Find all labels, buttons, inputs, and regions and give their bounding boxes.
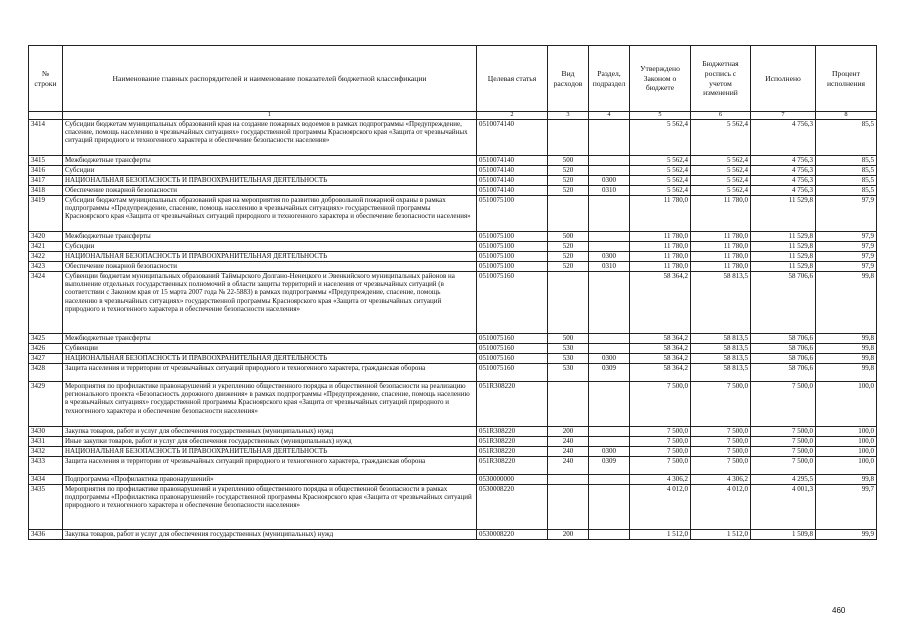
row-number: 3414 <box>29 119 63 155</box>
table-row <box>29 185 877 195</box>
row-name: НАЦИОНАЛЬНАЯ БЕЗОПАСНОСТЬ И ПРАВООХРАНИТЕЛЬНАЯ ДЕЯТЕЛЬНОСТЬ <box>63 175 477 185</box>
table-row <box>29 343 877 353</box>
row-percent: 85,5 <box>816 185 877 195</box>
row-expense-type: 520 <box>548 185 589 195</box>
row-approved: 1 512,0 <box>630 529 691 539</box>
row-target-code: 0510074140 <box>477 175 548 185</box>
row-executed: 4 756,3 <box>751 175 816 185</box>
row-expense-type: 520 <box>548 251 589 261</box>
row-budget-list: 5 562,4 <box>691 155 751 165</box>
row-percent: 99,8 <box>816 333 877 343</box>
row-budget-list: 11 780,0 <box>691 231 751 241</box>
row-section <box>589 119 630 155</box>
row-number: 3421 <box>29 241 63 251</box>
row-number: 3417 <box>29 175 63 185</box>
row-number: 3416 <box>29 165 63 175</box>
row-number: 3428 <box>29 363 63 381</box>
column-number: 4 <box>589 112 630 120</box>
row-target-code: 051R308220 <box>477 436 548 446</box>
row-expense-type <box>548 195 589 231</box>
row-section: 0309 <box>589 363 630 381</box>
row-executed: 4 756,3 <box>751 155 816 165</box>
row-budget-list: 5 562,4 <box>691 165 751 175</box>
row-budget-list: 7 500,0 <box>691 426 751 436</box>
row-approved: 5 562,4 <box>630 165 691 175</box>
row-executed: 4 756,3 <box>751 165 816 175</box>
table-row <box>29 261 877 271</box>
row-budget-list: 11 780,0 <box>691 195 751 231</box>
row-target-code: 0510074140 <box>477 185 548 195</box>
row-name: Субсидии бюджетам муниципальных образований края на создание пожарных водоемов в рамках подпрограммы «Предупреждение, спасение, помощь населению в чрезвычайных ситуациях» государственной программы Красноярского края «Защита от чрезвычайных ситуаций природного и техногенного характера и обеспечение безопасности населения» <box>63 119 477 155</box>
row-number: 3433 <box>29 456 63 474</box>
row-budget-list: 7 500,0 <box>691 446 751 456</box>
header-budget-list: Бюджетная роспись с учетом изменений <box>691 46 751 112</box>
row-name: Обеспечение пожарной безопасности <box>63 185 477 195</box>
row-target-code: 0510075160 <box>477 353 548 363</box>
row-number: 3427 <box>29 353 63 363</box>
table-row <box>29 529 877 539</box>
row-section <box>589 381 630 426</box>
row-percent: 97,9 <box>816 241 877 251</box>
row-expense-type: 530 <box>548 343 589 353</box>
row-expense-type: 500 <box>548 231 589 241</box>
row-percent: 99,9 <box>816 529 877 539</box>
row-target-code: 051R308220 <box>477 426 548 436</box>
row-executed: 58 706,6 <box>751 333 816 343</box>
row-budget-list: 4 306,2 <box>691 474 751 484</box>
row-approved: 58 364,2 <box>630 271 691 333</box>
row-executed: 58 706,6 <box>751 271 816 333</box>
row-name: Мероприятия по профилактике правонарушений и укреплению общественного порядка и общественной безопасности на реализацию регионального проекта «Безопасность дорожного движения» в рамках подпрограммы «Предупреждение, спасение, помощь населению в чрезвычайных ситуациях» государственной программы Красноярского края «Защита от чрезвычайных ситуаций природного и техногенного характера и обеспечение безопасности населения» <box>63 381 477 426</box>
row-target-code: 051R308220 <box>477 446 548 456</box>
row-percent: 97,9 <box>816 195 877 231</box>
row-number: 3434 <box>29 474 63 484</box>
page-number: 460 <box>832 606 846 615</box>
row-percent: 100,0 <box>816 456 877 474</box>
row-percent: 97,9 <box>816 251 877 261</box>
row-section: 0300 <box>589 353 630 363</box>
row-target-code: 0510075160 <box>477 271 548 333</box>
row-percent: 100,0 <box>816 436 877 446</box>
row-approved: 7 500,0 <box>630 381 691 426</box>
row-percent: 97,9 <box>816 261 877 271</box>
table-row <box>29 175 877 185</box>
row-expense-type: 530 <box>548 363 589 381</box>
row-name: Закупка товаров, работ и услуг для обеспечения государственных (муниципальных) нужд <box>63 529 477 539</box>
header-approved: Утверждено Законом о бюджете <box>630 46 691 112</box>
row-number: 3432 <box>29 446 63 456</box>
row-number: 3425 <box>29 333 63 343</box>
row-target-code: 0510075160 <box>477 333 548 343</box>
row-expense-type: 520 <box>548 165 589 175</box>
row-executed: 7 500,0 <box>751 456 816 474</box>
row-approved: 7 500,0 <box>630 446 691 456</box>
row-expense-type <box>548 119 589 155</box>
row-expense-type <box>548 271 589 333</box>
table-row <box>29 446 877 456</box>
row-name: Субвенции бюджетам муниципальных образований Таймырского Долгано-Ненецкого и Эвенкийского муниципальных районов на выполнение отдельных государственных полномочий в области защиты территорий и населения от чрезвычайных ситуаций (в соответствии с Законом края от 15 марта 2007 года № 22-5883) в рамках подпрограммы «Предупреждение, спасение, помощь населению в чрезвычайных ситуациях» государственной программы Красноярского края «Защита от чрезвычайных ситуаций природного и техногенного характера и обеспечение безопасности населения» <box>63 271 477 333</box>
row-name: Межбюджетные трансферты <box>63 155 477 165</box>
table-row <box>29 241 877 251</box>
row-budget-list: 58 813,5 <box>691 333 751 343</box>
row-executed: 4 295,5 <box>751 474 816 484</box>
row-executed: 11 529,8 <box>751 231 816 241</box>
row-expense-type: 530 <box>548 353 589 363</box>
row-number: 3423 <box>29 261 63 271</box>
row-target-code: 0510075100 <box>477 195 548 231</box>
row-target-code: 0510075100 <box>477 241 548 251</box>
row-percent: 99,8 <box>816 474 877 484</box>
header-target: Целевая статья <box>477 46 548 112</box>
row-name: Субсидии <box>63 241 477 251</box>
row-executed: 7 500,0 <box>751 436 816 446</box>
row-section: 0310 <box>589 185 630 195</box>
column-number-row <box>29 112 877 120</box>
row-section <box>589 195 630 231</box>
row-approved: 11 780,0 <box>630 261 691 271</box>
row-name: Субвенции <box>63 343 477 353</box>
row-target-code: 0510075160 <box>477 363 548 381</box>
row-name: Подпрограмма «Профилактика правонарушений» <box>63 474 477 484</box>
row-percent: 99,7 <box>816 484 877 529</box>
column-number <box>29 112 63 120</box>
row-target-code: 0510075160 <box>477 343 548 353</box>
row-target-code: 0510074140 <box>477 155 548 165</box>
row-target-code: 051R308220 <box>477 456 548 474</box>
row-approved: 58 364,2 <box>630 363 691 381</box>
row-name: Обеспечение пожарной безопасности <box>63 261 477 271</box>
row-executed: 11 529,8 <box>751 195 816 231</box>
row-percent: 100,0 <box>816 446 877 456</box>
row-budget-list: 5 562,4 <box>691 119 751 155</box>
row-target-code: 0510074140 <box>477 119 548 155</box>
row-approved: 5 562,4 <box>630 175 691 185</box>
row-target-code: 0530008220 <box>477 484 548 529</box>
row-number: 3430 <box>29 426 63 436</box>
row-section <box>589 426 630 436</box>
row-section <box>589 241 630 251</box>
table-row <box>29 353 877 363</box>
row-percent: 85,5 <box>816 165 877 175</box>
budget-table <box>28 45 877 540</box>
row-executed: 7 500,0 <box>751 446 816 456</box>
row-approved: 4 306,2 <box>630 474 691 484</box>
row-section <box>589 231 630 241</box>
row-section <box>589 484 630 529</box>
table-row <box>29 271 877 333</box>
row-executed: 58 706,6 <box>751 343 816 353</box>
row-section: 0300 <box>589 446 630 456</box>
row-target-code: 0530000000 <box>477 474 548 484</box>
budget-sheet <box>28 45 876 540</box>
row-percent: 97,9 <box>816 231 877 241</box>
row-budget-list: 7 500,0 <box>691 381 751 426</box>
row-percent: 85,5 <box>816 175 877 185</box>
row-section <box>589 271 630 333</box>
row-approved: 11 780,0 <box>630 251 691 261</box>
row-name: НАЦИОНАЛЬНАЯ БЕЗОПАСНОСТЬ И ПРАВООХРАНИТЕЛЬНАЯ ДЕЯТЕЛЬНОСТЬ <box>63 353 477 363</box>
row-section: 0309 <box>589 456 630 474</box>
row-approved: 7 500,0 <box>630 436 691 446</box>
row-expense-type: 520 <box>548 261 589 271</box>
row-expense-type: 240 <box>548 456 589 474</box>
row-number: 3426 <box>29 343 63 353</box>
header-executed: Исполнено <box>751 46 816 112</box>
column-number: 7 <box>751 112 816 120</box>
row-name: Защита населения и территории от чрезвычайных ситуаций природного и техногенного характера, гражданская оборона <box>63 363 477 381</box>
header-name: Наименование главных распорядителей и наименование показателей бюджетной классификации <box>63 46 477 112</box>
row-section <box>589 155 630 165</box>
row-section <box>589 343 630 353</box>
row-section <box>589 333 630 343</box>
row-section <box>589 165 630 175</box>
row-executed: 11 529,8 <box>751 261 816 271</box>
row-expense-type: 500 <box>548 333 589 343</box>
row-executed: 4 756,3 <box>751 119 816 155</box>
row-number: 3436 <box>29 529 63 539</box>
row-approved: 5 562,4 <box>630 185 691 195</box>
row-name: НАЦИОНАЛЬНАЯ БЕЗОПАСНОСТЬ И ПРАВООХРАНИТЕЛЬНАЯ ДЕЯТЕЛЬНОСТЬ <box>63 446 477 456</box>
row-percent: 100,0 <box>816 426 877 436</box>
table-row <box>29 426 877 436</box>
table-row <box>29 119 877 155</box>
table-row <box>29 155 877 165</box>
row-section <box>589 529 630 539</box>
table-row <box>29 456 877 474</box>
row-expense-type: 520 <box>548 241 589 251</box>
column-number: 5 <box>630 112 691 120</box>
row-approved: 4 012,0 <box>630 484 691 529</box>
row-budget-list: 11 780,0 <box>691 261 751 271</box>
row-executed: 4 001,3 <box>751 484 816 529</box>
column-number: 8 <box>816 112 877 120</box>
row-budget-list: 58 813,5 <box>691 353 751 363</box>
table-row <box>29 484 877 529</box>
row-expense-type: 240 <box>548 446 589 456</box>
row-name: Субсидии бюджетам муниципальных образований края на мероприятия по развитию добровольной пожарной охраны в рамках подпрограммы «Предупреждение, спасение, помощь населению в чрезвычайных ситуациях» государственной программы Красноярского края «Защита от чрезвычайных ситуаций природного и техногенного характера и обеспечение безопасности населения» <box>63 195 477 231</box>
row-approved: 58 364,2 <box>630 343 691 353</box>
row-budget-list: 1 512,0 <box>691 529 751 539</box>
row-budget-list: 58 813,5 <box>691 343 751 353</box>
row-budget-list: 7 500,0 <box>691 456 751 474</box>
row-percent: 85,5 <box>816 155 877 165</box>
row-name: Субсидии <box>63 165 477 175</box>
table-row <box>29 436 877 446</box>
row-budget-list: 7 500,0 <box>691 436 751 446</box>
row-expense-type: 500 <box>548 155 589 165</box>
row-section <box>589 436 630 446</box>
row-approved: 5 562,4 <box>630 155 691 165</box>
row-budget-list: 5 562,4 <box>691 185 751 195</box>
row-expense-type: 200 <box>548 426 589 436</box>
row-section: 0310 <box>589 261 630 271</box>
row-number: 3418 <box>29 185 63 195</box>
row-number: 3424 <box>29 271 63 333</box>
table-row <box>29 333 877 343</box>
header-expense-type: Вид расходов <box>548 46 589 112</box>
row-name: Межбюджетные трансферты <box>63 333 477 343</box>
row-section: 0300 <box>589 251 630 261</box>
row-budget-list: 58 813,5 <box>691 271 751 333</box>
table-body <box>29 119 877 539</box>
row-budget-list: 11 780,0 <box>691 251 751 261</box>
row-executed: 11 529,8 <box>751 241 816 251</box>
row-budget-list: 5 562,4 <box>691 175 751 185</box>
row-name: Иные закупки товаров, работ и услуг для обеспечения государственных (муниципальных) нужд <box>63 436 477 446</box>
row-budget-list: 58 813,5 <box>691 363 751 381</box>
row-approved: 11 780,0 <box>630 195 691 231</box>
row-section: 0300 <box>589 175 630 185</box>
header-percent: Процент исполнения <box>816 46 877 112</box>
row-number: 3415 <box>29 155 63 165</box>
row-name: Межбюджетные трансферты <box>63 231 477 241</box>
row-percent: 100,0 <box>816 381 877 426</box>
header-row-no: № строки <box>29 46 63 112</box>
row-number: 3420 <box>29 231 63 241</box>
row-executed: 4 756,3 <box>751 185 816 195</box>
header-section: Раздел, подраздел <box>589 46 630 112</box>
table-row <box>29 251 877 261</box>
row-executed: 11 529,8 <box>751 251 816 261</box>
header-row <box>29 46 877 112</box>
row-percent: 99,8 <box>816 363 877 381</box>
row-expense-type <box>548 484 589 529</box>
row-target-code: 0510074140 <box>477 165 548 175</box>
column-number: 6 <box>691 112 751 120</box>
row-executed: 7 500,0 <box>751 381 816 426</box>
row-section <box>589 474 630 484</box>
row-executed: 1 509,8 <box>751 529 816 539</box>
row-name: Закупка товаров, работ и услуг для обеспечения государственных (муниципальных) нужд <box>63 426 477 436</box>
row-target-code: 0510075100 <box>477 231 548 241</box>
row-percent: 85,5 <box>816 119 877 155</box>
column-number: 2 <box>477 112 548 120</box>
row-executed: 58 706,6 <box>751 363 816 381</box>
row-expense-type <box>548 381 589 426</box>
row-expense-type: 240 <box>548 436 589 446</box>
table-row <box>29 231 877 241</box>
row-budget-list: 4 012,0 <box>691 484 751 529</box>
row-number: 3422 <box>29 251 63 261</box>
table-row <box>29 363 877 381</box>
row-number: 3429 <box>29 381 63 426</box>
row-name: НАЦИОНАЛЬНАЯ БЕЗОПАСНОСТЬ И ПРАВООХРАНИТЕЛЬНАЯ ДЕЯТЕЛЬНОСТЬ <box>63 251 477 261</box>
row-approved: 11 780,0 <box>630 241 691 251</box>
row-number: 3419 <box>29 195 63 231</box>
table-row <box>29 474 877 484</box>
row-target-code: 0510075100 <box>477 261 548 271</box>
row-expense-type <box>548 474 589 484</box>
row-expense-type: 520 <box>548 175 589 185</box>
table-row <box>29 381 877 426</box>
row-approved: 58 364,2 <box>630 353 691 363</box>
table-row <box>29 195 877 231</box>
table-row <box>29 165 877 175</box>
row-target-code: 0530008220 <box>477 529 548 539</box>
row-percent: 99,8 <box>816 353 877 363</box>
row-percent: 99,8 <box>816 343 877 353</box>
row-target-code: 051R308220 <box>477 381 548 426</box>
row-approved: 5 562,4 <box>630 119 691 155</box>
row-executed: 58 706,6 <box>751 353 816 363</box>
column-number: 3 <box>548 112 589 120</box>
row-target-code: 0510075100 <box>477 251 548 261</box>
row-expense-type: 200 <box>548 529 589 539</box>
column-number: 1 <box>63 112 477 120</box>
row-percent: 99,8 <box>816 271 877 333</box>
row-name: Защита населения и территории от чрезвычайных ситуаций природного и техногенного характера, гражданская оборона <box>63 456 477 474</box>
row-approved: 7 500,0 <box>630 456 691 474</box>
row-approved: 7 500,0 <box>630 426 691 436</box>
row-budget-list: 11 780,0 <box>691 241 751 251</box>
row-approved: 58 364,2 <box>630 333 691 343</box>
row-approved: 11 780,0 <box>630 231 691 241</box>
row-executed: 7 500,0 <box>751 426 816 436</box>
row-name: Мероприятия по профилактике правонарушений и укреплению общественного порядка и общественной безопасности в рамках подпрограммы «Профилактика правонарушений» государственной программы Красноярского края «Защита от чрезвычайных ситуаций природного и техногенного характера и обеспечение безопасности населения» <box>63 484 477 529</box>
row-number: 3435 <box>29 484 63 529</box>
row-number: 3431 <box>29 436 63 446</box>
